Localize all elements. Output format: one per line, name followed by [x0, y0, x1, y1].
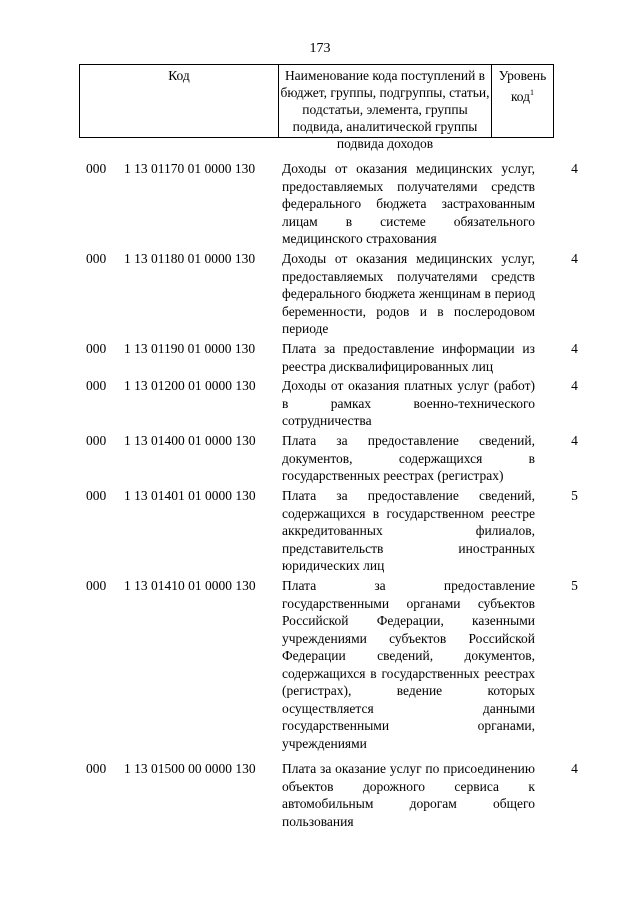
- table-header: [79, 64, 554, 151]
- table-row: [0, 160, 640, 250]
- row-level: 4: [571, 378, 578, 393]
- row-level: 5: [571, 488, 578, 503]
- table-row: [0, 577, 640, 760]
- table-row: [0, 250, 640, 340]
- row-level: 5: [571, 578, 578, 593]
- row-level: 4: [571, 433, 578, 448]
- row-name: Доходы от оказания медицинских услуг, предоставляемых получателями средств федерального бюджета застрахованным лицам в системе обязательного медицинского страхования: [282, 161, 535, 246]
- row-level: 4: [571, 341, 578, 356]
- row-budget-code: 1 13 01401 01 0000 130: [124, 488, 256, 503]
- row-admin-code: 000: [86, 341, 107, 356]
- row-admin-code: 000: [86, 578, 107, 593]
- row-admin-code: 000: [86, 161, 107, 176]
- row-budget-code: 1 13 01400 01 0000 130: [124, 433, 256, 448]
- table-row: [0, 760, 640, 834]
- row-name: Плата за оказание услуг по присоединению объектов дорожного сервиса к автомобильным дорогам общего пользования: [282, 761, 535, 829]
- row-budget-code: 1 13 01500 00 0000 130: [124, 761, 256, 776]
- row-admin-code: 000: [86, 378, 107, 393]
- row-budget-code: 1 13 01170 01 0000 130: [124, 161, 256, 176]
- row-budget-code: 1 13 01410 01 0000 130: [124, 578, 256, 593]
- row-level: 4: [571, 251, 578, 266]
- row-budget-code: 1 13 01190 01 0000 130: [124, 341, 256, 356]
- row-budget-code: 1 13 01200 01 0000 130: [124, 378, 256, 393]
- table-body: [0, 160, 640, 834]
- row-admin-code: 000: [86, 433, 107, 448]
- header-level: [492, 65, 553, 139]
- table-row: [0, 340, 640, 377]
- header-level-footnote: 1: [530, 88, 535, 97]
- row-name: Доходы от оказания платных услуг (работ) в рамках военно-технического сотрудничества: [282, 378, 535, 428]
- row-name: Доходы от оказания медицинских услуг, предоставляемых получателями средств федерального бюджета женщинам в период беременности, родов и в послеродовом периоде: [282, 251, 535, 336]
- row-budget-code: 1 13 01180 01 0000 130: [124, 251, 256, 266]
- page-number: 173: [309, 41, 331, 56]
- row-admin-code: 000: [86, 488, 107, 503]
- row-admin-code: 000: [86, 761, 107, 776]
- table-row: [0, 487, 640, 577]
- row-admin-code: 000: [86, 251, 107, 266]
- row-name: Плата за предоставление сведений, содержащихся в государственном реестре аккредитованных филиалов, представительств иностранных юридических лиц: [282, 488, 535, 573]
- header-level-label: Уровень код: [498, 68, 547, 104]
- table-row: [0, 432, 640, 487]
- row-level: 4: [571, 761, 578, 776]
- row-name: Плата за предоставление государственными органами субъектов Российской Федерации, казенными учреждениями субъектов Российской Федерации сведений, документов, содержащихся в государственных реестрах (регистрах), ведение которых осуществляется данными государственными органами, учреждениями: [282, 578, 535, 751]
- header-code: Код: [80, 65, 279, 137]
- row-name: Плата за предоставление сведений, документов, содержащихся в государственных реестрах (регистрах): [282, 433, 535, 483]
- row-name: Плата за предоставление информации из реестра дисквалифицированных лиц: [282, 341, 535, 374]
- row-level: 4: [571, 161, 578, 176]
- table-row: [0, 377, 640, 432]
- header-name: Наименование кода поступлений в бюджет, группы, подгруппы, статьи, подстатьи, элемента, группы подвида, аналитической группы подвида доходов: [279, 65, 492, 137]
